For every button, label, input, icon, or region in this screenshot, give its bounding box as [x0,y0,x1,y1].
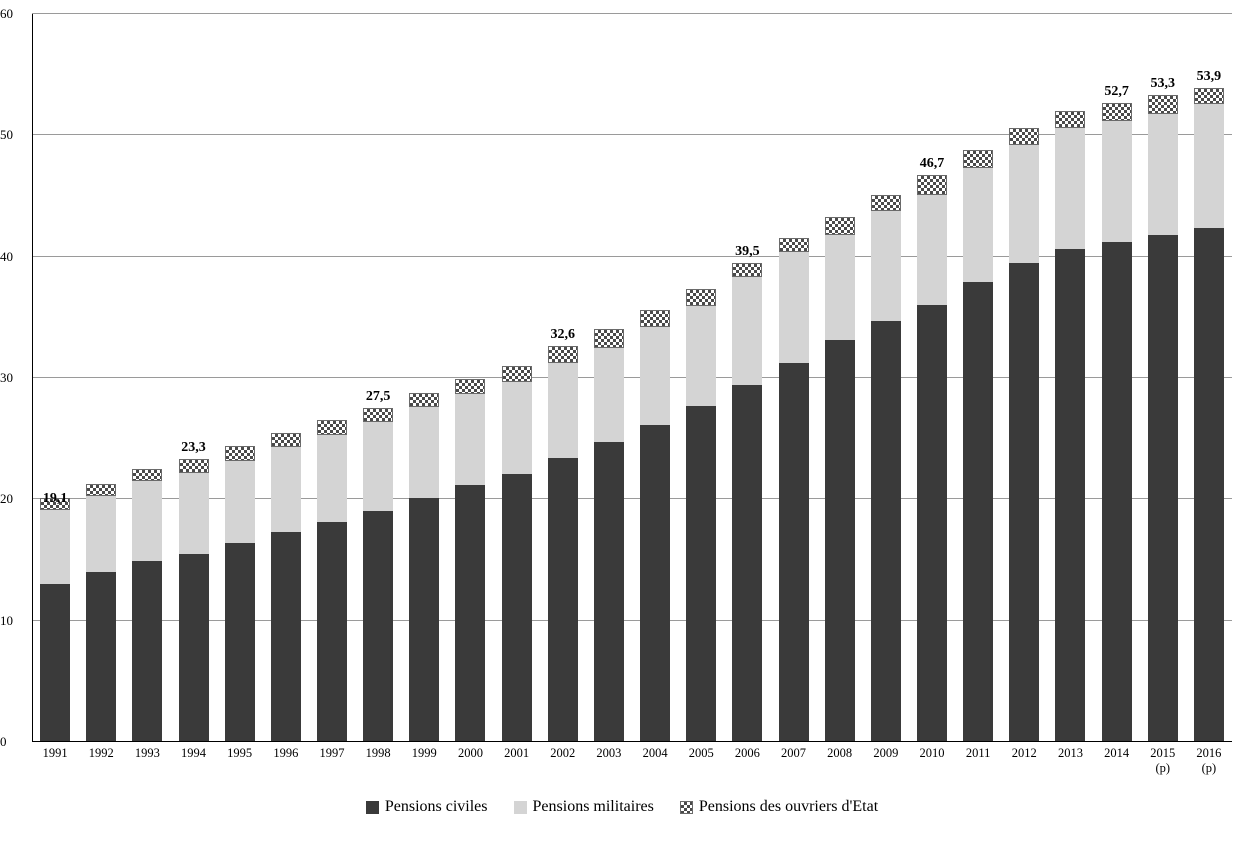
bar-segment-pensions-ouvriers-etat[interactable] [179,459,209,472]
legend-label: Pensions civiles [384,798,488,815]
bar-segment-pensions-militaires[interactable] [917,195,947,305]
bar-segment-pensions-ouvriers-etat[interactable] [502,366,532,382]
x-axis-tick-label [1140,746,1186,776]
bar-segment-pensions-civiles[interactable] [455,485,485,742]
x-axis-tick-label-year: 1992 [88,746,114,760]
x-axis-tick-label-year: 2016 [1196,746,1222,760]
bar-segment-pensions-civiles[interactable] [502,474,532,742]
bar-segment-pensions-ouvriers-etat[interactable] [640,310,670,327]
x-axis-tick-label [909,746,955,761]
x-axis-tick-label [124,746,170,761]
x-axis-tick-label [955,746,1001,761]
bar-segment-pensions-militaires[interactable] [825,235,855,341]
legend-label: Pensions des ouvriers d'Etat [698,798,879,815]
bar-segment-pensions-militaires[interactable] [963,168,993,282]
bar-segment-pensions-ouvriers-etat[interactable] [548,346,578,363]
x-axis-tick-label [309,746,355,761]
x-axis-tick-label [401,746,447,761]
bar-segment-pensions-civiles[interactable] [363,511,393,742]
bar-segment-pensions-civiles[interactable] [825,340,855,742]
x-axis-tick-label-year: 2009 [873,746,899,760]
x-axis-tick-label-year: 2014 [1104,746,1130,760]
x-axis-tick-label-year: 1991 [42,746,68,760]
x-axis-tick-label-year: 2005 [688,746,714,760]
bar-segment-pensions-civiles[interactable] [1194,228,1224,742]
bar-segment-pensions-civiles[interactable] [963,282,993,742]
bar-segment-pensions-militaires[interactable] [548,363,578,458]
bar-segment-pensions-ouvriers-etat[interactable] [963,150,993,168]
y-axis-tick-label: 60 [0,6,13,21]
x-axis-tick-label [632,746,678,761]
x-axis-tick-label [355,746,401,761]
x-axis-tick-labels [32,746,1232,792]
x-axis-tick-label [1047,746,1093,761]
bar-segment-pensions-civiles[interactable] [871,321,901,742]
bar-segment-pensions-ouvriers-etat[interactable] [686,289,716,306]
bar-stack[interactable] [640,310,670,742]
legend-item[interactable] [680,798,878,816]
bar-stack[interactable] [963,150,993,742]
x-axis-tick-label-year: 1997 [319,746,345,760]
x-axis-tick-label-note: (p) [1155,761,1171,775]
bar-stack[interactable] [686,289,716,742]
x-axis-tick-label [863,746,909,761]
bar-segment-pensions-militaires[interactable] [179,473,209,554]
x-axis-tick-label [1186,746,1232,776]
bar-segment-pensions-ouvriers-etat[interactable] [225,446,255,461]
legend-swatch-ouvriers [680,801,693,814]
bar-segment-pensions-ouvriers-etat[interactable] [732,263,762,278]
x-axis-tick-label [586,746,632,761]
y-axis-tick-label: 30 [0,370,13,385]
x-axis-tick-label [540,746,586,761]
bar-stack[interactable] [825,217,855,742]
x-axis-tick-label-note: (p) [1201,761,1217,775]
bar-segment-pensions-civiles[interactable] [1055,249,1085,742]
bar-segment-pensions-militaires[interactable] [271,447,301,532]
bar-segment-pensions-ouvriers-etat[interactable] [271,433,301,448]
bar-stack[interactable] [779,238,809,742]
x-axis-tick-label-year: 2007 [781,746,807,760]
y-axis-tick-label: 10 [0,612,13,628]
bar-total-label: 19,1 [42,491,68,507]
x-axis-tick-label [817,746,863,761]
bar-stack[interactable] [363,389,393,742]
x-axis-tick-label [263,746,309,761]
bar-stack[interactable] [502,366,532,742]
legend-label: Pensions militaires [532,798,654,815]
bar-total-label: 23,3 [181,440,206,456]
y-axis-tick-label: 20 [0,491,13,507]
bar-segment-pensions-militaires[interactable] [1194,104,1224,228]
x-axis-tick-label-year: 2000 [457,746,483,760]
bar-total-label: 39,5 [735,243,760,259]
bar-segment-pensions-militaires[interactable] [1102,121,1132,242]
bar-segment-pensions-ouvriers-etat[interactable] [86,484,116,496]
bar-segment-pensions-militaires[interactable] [640,327,670,425]
bar-segment-pensions-militaires[interactable] [363,422,393,512]
x-axis-tick-label-year: 2011 [965,746,991,760]
bar-segment-pensions-ouvriers-etat[interactable] [1194,88,1224,104]
bar-stack[interactable] [179,440,209,742]
bar-segment-pensions-civiles[interactable] [548,458,578,742]
bar-stack[interactable] [1055,111,1085,742]
bar-segment-pensions-ouvriers-etat[interactable] [1009,128,1039,145]
bar-stack[interactable] [1194,69,1224,742]
bar-segment-pensions-civiles[interactable] [686,406,716,742]
y-axis-line [32,14,33,742]
bar-stack[interactable] [548,327,578,742]
legend-item[interactable] [514,798,654,816]
bar-segment-pensions-militaires[interactable] [732,277,762,385]
y-axis-tick-label: 50 [0,127,13,143]
bar-stack[interactable] [40,491,70,742]
x-axis-tick-label-year: 2001 [504,746,530,760]
x-axis-line [32,741,1232,742]
bar-segment-pensions-militaires[interactable] [86,496,116,572]
x-axis-tick-label [78,746,124,761]
bar-stack[interactable] [455,379,485,742]
bar-segment-pensions-ouvriers-etat[interactable] [779,238,809,251]
chart-legend [0,798,1244,816]
x-axis-tick-label [447,746,493,761]
x-axis-tick-label [170,746,216,761]
x-axis-tick-label-year: 2006 [734,746,760,760]
bar-stack[interactable] [271,433,301,742]
bar-segment-pensions-civiles[interactable] [132,561,162,742]
bar-stack[interactable] [225,446,255,742]
bar-segment-pensions-ouvriers-etat[interactable] [317,420,347,435]
bar-segment-pensions-ouvriers-etat[interactable] [825,217,855,235]
x-axis-tick-label-year: 1996 [273,746,299,760]
y-axis-tick-label: 40 [0,248,13,264]
bar-stack[interactable] [871,195,901,742]
bar-segment-pensions-ouvriers-etat[interactable] [594,329,624,347]
bar-segment-pensions-militaires[interactable] [686,306,716,405]
x-axis-tick-label [770,746,816,761]
bar-segment-pensions-civiles[interactable] [271,532,301,742]
x-axis-tick-label [217,746,263,761]
bar-segment-pensions-civiles[interactable] [225,543,255,742]
bar-segment-pensions-militaires[interactable] [409,407,439,498]
legend-swatch-militaires [514,801,527,814]
bar-segment-pensions-civiles[interactable] [1102,242,1132,742]
bar-segment-pensions-ouvriers-etat[interactable] [132,469,162,481]
bar-segment-pensions-civiles[interactable] [1148,235,1178,742]
bar-stack[interactable] [86,484,116,742]
bar-segment-pensions-ouvriers-etat[interactable] [363,408,393,421]
bar-segment-pensions-militaires[interactable] [594,348,624,443]
x-axis-tick-label-year: 2002 [550,746,576,760]
bar-segment-pensions-ouvriers-etat[interactable] [917,175,947,194]
bar-segment-pensions-militaires[interactable] [871,211,901,321]
bar-stack[interactable] [409,393,439,742]
bar-segment-pensions-ouvriers-etat[interactable] [1055,111,1085,128]
bar-segment-pensions-militaires[interactable] [779,252,809,364]
bar-segment-pensions-civiles[interactable] [179,554,209,742]
bar-segment-pensions-militaires[interactable] [1148,114,1178,235]
x-axis-tick-label-year: 1994 [181,746,207,760]
bar-segment-pensions-civiles[interactable] [40,584,70,742]
bar-segment-pensions-ouvriers-etat[interactable] [1148,95,1178,113]
x-axis-tick-label-year: 2013 [1057,746,1083,760]
bar-segment-pensions-ouvriers-etat[interactable] [409,393,439,408]
x-axis-tick-label-year: 2012 [1011,746,1037,760]
bar-total-label: 27,5 [365,389,391,405]
bar-segment-pensions-civiles[interactable] [732,385,762,742]
bar-total-label: 46,7 [919,156,945,172]
bar-stack[interactable] [917,156,947,742]
bar-stack[interactable] [317,420,347,742]
x-axis-tick-label-year: 2010 [919,746,945,760]
bar-segment-pensions-civiles[interactable] [640,425,670,742]
x-axis-tick-label-year: 2015 [1150,746,1176,760]
x-axis-tick-label [1094,746,1140,761]
bar-segment-pensions-militaires[interactable] [1055,128,1085,249]
bar-segment-pensions-civiles[interactable] [917,305,947,742]
bar-series-container [32,14,1232,742]
bar-segment-pensions-civiles[interactable] [317,522,347,742]
bar-stack[interactable] [732,243,762,742]
bar-stack[interactable] [1102,83,1132,742]
bar-segment-pensions-militaires[interactable] [1009,145,1039,263]
bar-stack[interactable] [594,329,624,742]
bar-segment-pensions-militaires[interactable] [40,510,70,584]
bar-segment-pensions-militaires[interactable] [317,435,347,522]
bar-segment-pensions-ouvriers-etat[interactable] [871,195,901,211]
x-axis-tick-label [1001,746,1047,761]
bar-stack[interactable] [1009,128,1039,742]
bar-segment-pensions-civiles[interactable] [594,442,624,742]
bar-segment-pensions-ouvriers-etat[interactable] [1102,103,1132,121]
x-axis-tick-label-year: 2004 [642,746,668,760]
x-axis-tick-label-year: 1998 [365,746,391,760]
y-axis-tick-label: 0 [0,734,7,749]
x-axis-tick-label [494,746,540,761]
bar-segment-pensions-civiles[interactable] [86,572,116,742]
legend-swatch-civiles [366,801,379,814]
bar-segment-pensions-militaires[interactable] [455,394,485,485]
x-axis-tick-label-year: 1999 [411,746,437,760]
bar-segment-pensions-ouvriers-etat[interactable] [455,379,485,394]
bar-segment-pensions-civiles[interactable] [409,498,439,742]
x-axis-tick-label-year: 1993 [134,746,160,760]
x-axis-tick-label [678,746,724,761]
x-axis-tick-label [724,746,770,761]
x-axis-tick-label-year: 1995 [227,746,253,760]
x-axis-tick-label-year: 2008 [827,746,853,760]
bar-segment-pensions-militaires[interactable] [502,382,532,474]
bar-total-label: 53,9 [1196,69,1222,85]
bar-segment-pensions-militaires[interactable] [132,481,162,561]
plot-area [32,14,1232,742]
bar-total-label: 53,3 [1150,76,1176,92]
bar-total-label: 52,7 [1104,83,1129,99]
bar-total-label: 32,6 [550,327,576,343]
legend-item[interactable] [366,798,488,816]
bar-stack[interactable] [1148,76,1178,742]
bar-stack[interactable] [132,469,162,742]
bar-segment-pensions-civiles[interactable] [779,363,809,742]
bar-segment-pensions-militaires[interactable] [225,461,255,544]
x-axis-tick-label [32,746,78,761]
bar-segment-pensions-civiles[interactable] [1009,263,1039,742]
x-axis-tick-label-year: 2003 [596,746,622,760]
